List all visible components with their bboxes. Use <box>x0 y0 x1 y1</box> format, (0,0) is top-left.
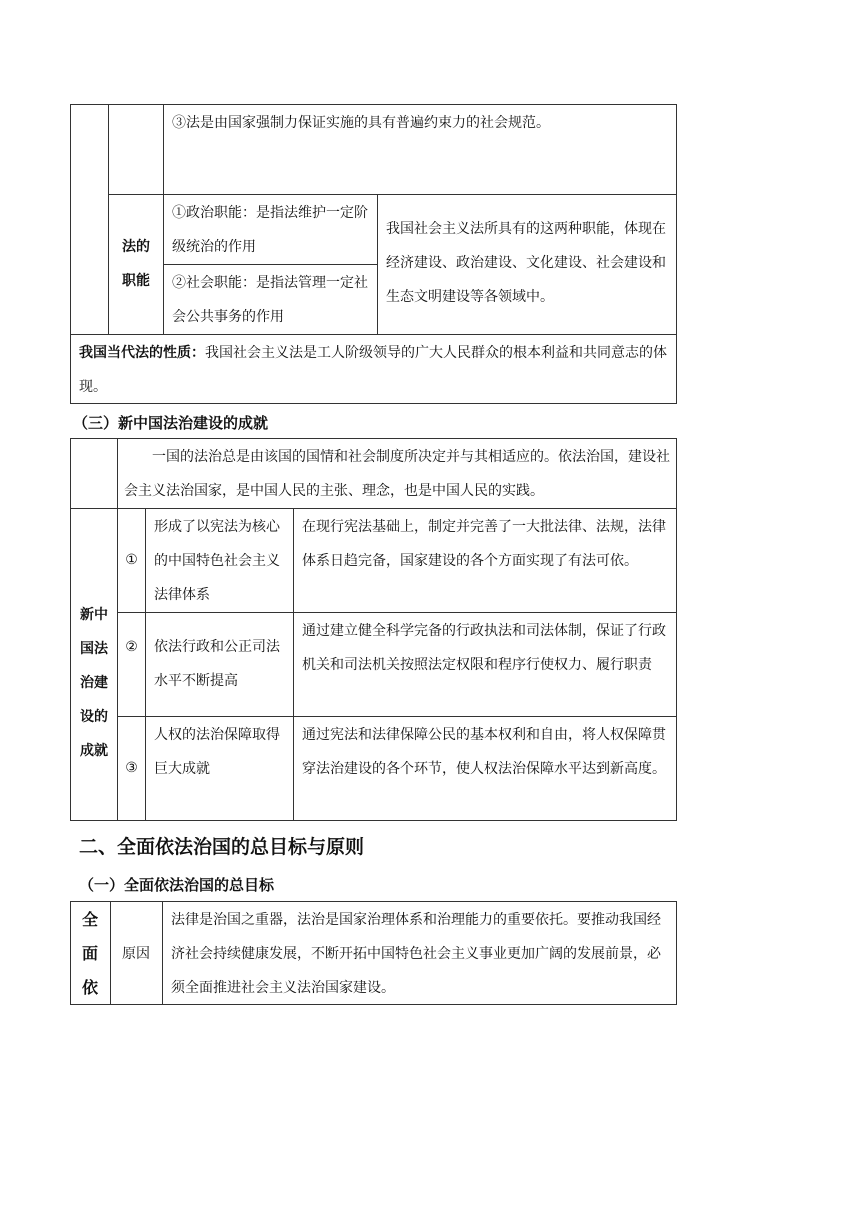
grid-line <box>145 508 146 821</box>
achievement-title: 人权的法治保障取得巨大成就 <box>154 727 280 777</box>
row-number: ② <box>125 639 138 655</box>
part-heading: 二、全面依法治国的总目标与原则 <box>79 836 365 858</box>
reason-text: 法律是治国之重器，法治是国家治理体系和治理能力的重要依托。要推动我国经济社会持续健康发展，不断开拓中国特色社会主义事业更加广阔的发展前景，必须全面推进社会主义法治国家建设。 <box>171 912 661 996</box>
subsection-heading: （一）全面依法治国的总目标 <box>79 876 275 894</box>
achievement-title: 形成了以宪法为核心的中国特色社会主义法律体系 <box>154 519 280 603</box>
grid-line <box>162 901 163 1005</box>
section-heading: （三）新中国法治建设的成就 <box>73 414 269 432</box>
grid-line <box>108 194 677 195</box>
row-number: ③ <box>125 760 138 776</box>
function-description: 我国社会主义法所具有的这两种职能，体现在经济建设、政治建设、文化建设、社会建设和生态文明建设等各领域中。 <box>386 221 666 305</box>
reason-label: 原因 <box>122 946 150 962</box>
grid-line <box>70 334 677 335</box>
row-number: ① <box>125 552 138 568</box>
achievement-title: 依法行政和公正司法水平不断提高 <box>154 639 280 689</box>
function-label: 法的职能 <box>122 239 150 289</box>
achievement-desc: 通过宪法和法律保障公民的基本权利和自由，将人权保障贯穿法治建设的各个环节，使人权法治保障水平达到新高度。 <box>302 727 666 777</box>
grid-line <box>70 508 677 509</box>
grid-line <box>163 104 164 335</box>
grid-line <box>163 264 377 265</box>
grid-line <box>293 508 294 821</box>
law-nature-label: 我国当代法的性质： <box>79 345 205 361</box>
law-nature-body: 我国社会主义法是工人阶级领导的广大人民群众的根本利益和共同意志的体现。 <box>79 345 667 395</box>
grid-line <box>117 716 677 717</box>
achievement-desc: 通过建立健全科学完备的行政执法和司法体制，保证了行政机关和司法机关按照法定权限和程序行使权力、履行职责 <box>302 623 666 673</box>
social-function-text: ②社会职能：是指法管理一定社会公共事务的作用 <box>172 275 368 325</box>
goal-side-label: 全面依 <box>81 910 98 997</box>
grid-line <box>377 194 378 335</box>
grid-line <box>117 612 677 613</box>
achievement-side-label: 新中国法治建设的成就 <box>80 607 108 759</box>
rule-of-law-intro: 一国的法治总是由该国的国情和社会制度所决定并与其相适应的。依法治国，建设社会主义法治国家，是中国人民的主张、理念，也是中国人民的实践。 <box>124 449 670 499</box>
law-nature-text <box>79 336 671 404</box>
grid-line <box>108 104 109 335</box>
achievement-desc: 在现行宪法基础上，制定并完善了一大批法律、法规，法律体系日趋完备，国家建设的各个方面实现了有法可依。 <box>302 519 666 569</box>
political-function-text: ①政治职能：是指法维护一定阶级统治的作用 <box>172 205 368 255</box>
law-norm-text: ③法是由国家强制力保证实施的具有普遍约束力的社会规范。 <box>172 115 550 131</box>
